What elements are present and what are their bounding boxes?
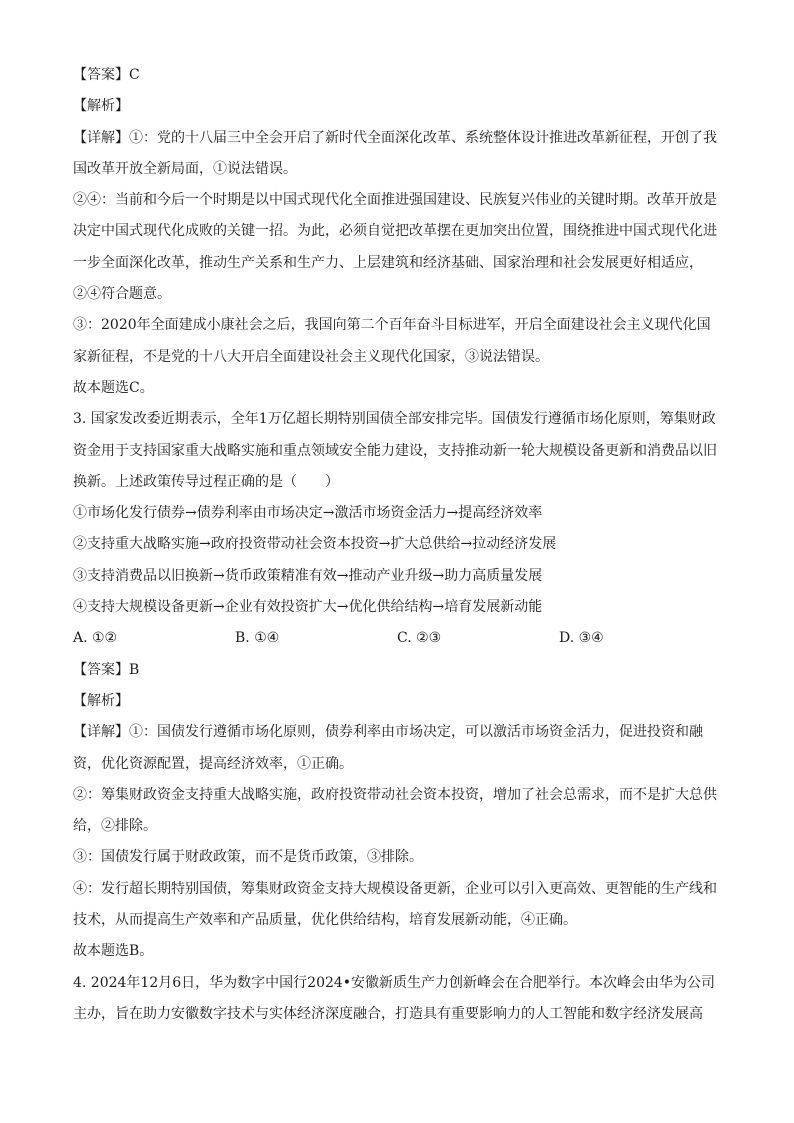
text-line: 决定中国式现代化成败的关键一招。为此，必须自觉把改革摆在更加突出位置，围绕推进中国式现代化进 [73,223,717,240]
text-line: 【详解】①：国债发行遵循市场化原则，债券利率由市场决定，可以激活市场资金活力，促进投资和融 [73,724,703,741]
text-line: 4. 2024年12月6日，华为数字中国行2024•安徽新质生产力创新峰会在合肥举行。本次峰会由华为公司 [73,974,716,991]
option-b: B. ①④ [235,630,280,647]
text-line: 资，优化资源配置，提高经济效率，①正确。 [73,755,353,772]
text-line: 一步全面深化改革，推动生产关系和生产力、上层建筑和经济基础、国家治理和社会发展更好相适应， [73,254,703,271]
text-line: 故本题选B。 [73,943,154,960]
text-line: 【答案】B [73,661,140,678]
answer-options-q3 [73,627,723,649]
text-line: ②④符合题意。 [73,286,171,303]
option-d: D. ③④ [559,630,604,647]
text-line: 国改革开放全新局面，①说法错误。 [73,160,297,177]
option-a: A. ①② [73,630,118,647]
text-line: ③支持消费品以旧换新→货币政策精准有效→推动产业升级→助力高质量发展 [73,567,543,584]
text-line: ③：2020年全面建成小康社会之后，我国向第二个百年奋斗目标进军，开启全面建设社会主义现代化国 [73,317,711,334]
text-line: ②④：当前和今后一个时期是以中国式现代化全面推进强国建设、民族复兴伟业的关键时期。改革开放是 [73,192,717,209]
text-line: 主办，旨在助力安徽数字技术与实体经济深度融合，打造具有重要影响力的人工智能和数字经济发展高 [73,1005,703,1022]
text-line: 3. 国家发改委近期表示，全年1万亿超长期特别国债全部安排完毕。国债发行遵循市场化原则，筹集财政 [73,411,716,428]
option-c: C. ②③ [397,630,442,647]
text-line: ④：发行超长期特别国债，筹集财政资金支持大规模设备更新，企业可以引入更高效、更智能的生产线和 [73,880,717,897]
text-line: ③：国债发行属于财政政策，而不是货币政策，③排除。 [73,849,423,866]
text-line: 资金用于支持国家重大战略实施和重点领域安全能力建设，支持推动新一轮大规模设备更新和消费品以旧 [73,442,717,459]
text-line: 【详解】①：党的十八届三中全会开启了新时代全面深化改革、系统整体设计推进改革新征程，开创了我 [73,129,717,146]
text-line: ②：筹集财政资金支持重大战略实施，政府投资带动社会资本投资，增加了社会总需求，而不是扩大总供 [73,786,717,803]
text-line: 技术，从而提高生产效率和产品质量，优化供给结构，培育发展新动能，④正确。 [73,912,577,929]
text-line: 【解析】 [73,98,129,115]
text-line: 【解析】 [73,692,129,709]
text-line: ②支持重大战略实施→政府投资带动社会资本投资→扩大总供给→拉动经济发展 [73,536,557,553]
document-page [73,64,723,1034]
text-line: ①市场化发行债券→债券利率由市场决定→激活市场资金活力→提高经济效率 [73,505,543,522]
text-line: ④支持大规模设备更新→企业有效投资扩大→优化供给结构→培育发展新动能 [73,599,543,616]
text-line: 换新。上述政策传导过程正确的是（ ） [73,473,339,490]
text-block-q3-analysis [73,659,723,1025]
text-block-q2-analysis [73,64,723,618]
text-line: 给，②排除。 [73,818,157,835]
text-line: 故本题选C。 [73,379,154,396]
text-line: 【答案】C [73,67,140,83]
text-line: 家新征程，不是党的十八大开启全面建设社会主义现代化国家，③说法错误。 [73,348,549,365]
